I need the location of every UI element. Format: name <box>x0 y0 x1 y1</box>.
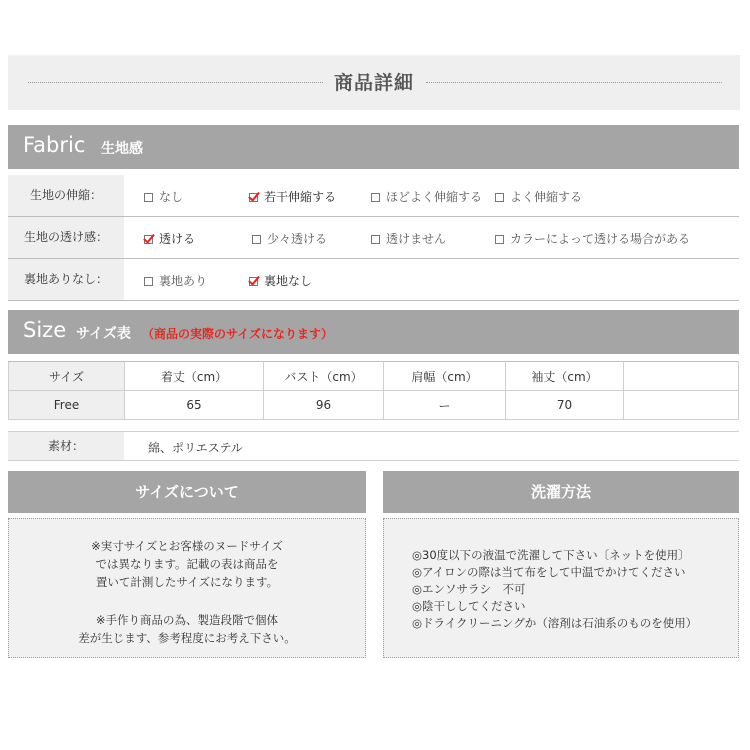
checkbox-icon <box>495 193 504 202</box>
option-unlined: 裏地なし <box>249 272 312 289</box>
option-sheer: 透ける <box>144 230 195 247</box>
size-heading-en: Size <box>23 318 67 342</box>
size-col-header: サイズ <box>9 362 125 391</box>
washing-item: ◎ドライクリーニングか（溶剤は石油系のものを使用） <box>412 616 698 630</box>
washing-item: ◎30度以下の液温で洗濯して下さい〔ネットを使用〕 <box>412 548 690 562</box>
fabric-row-label: 生地の透け感： <box>8 217 124 258</box>
page-title-band <box>8 55 740 110</box>
washing-item: ◎陰干ししてください <box>412 599 526 613</box>
option-slight-stretch: 若干伸縮する <box>249 188 336 205</box>
option-slightly-sheer: 少々透ける <box>252 230 327 247</box>
option-none: なし <box>144 188 183 205</box>
size-section-header <box>8 310 739 354</box>
size-col-header: 着丈（cm） <box>125 362 264 391</box>
material-row <box>8 431 739 461</box>
washing-box <box>383 518 739 658</box>
fabric-row-lining <box>8 259 739 301</box>
washing-item: ◎エンソサラシ 不可 <box>412 582 526 596</box>
about-size-note-1: ※実寸サイズとお客様のヌードサイズ では異なります。記載の表は商品を 置いて計測したサイズになります。 <box>91 539 283 589</box>
material-label: 素材： <box>8 432 124 460</box>
size-table-row <box>9 391 739 420</box>
fabric-heading-ja: 生地感 <box>101 141 143 157</box>
size-col-header <box>624 362 739 391</box>
option-sheer-by-color: カラーによって透ける場合がある <box>495 230 690 247</box>
option-not-sheer: 透けません <box>371 230 446 247</box>
checkbox-icon <box>371 235 380 244</box>
about-size-note-2: ※手作り商品の為、製造段階で個体 差が生じます、参考程度にお考え下さい。 <box>78 613 296 645</box>
option-good-stretch: よく伸縮する <box>495 188 582 205</box>
title-divider-right <box>426 82 722 83</box>
size-col-header: 袖丈（cm） <box>506 362 624 391</box>
checkbox-checked-icon <box>144 235 153 244</box>
fabric-section-header <box>8 125 739 169</box>
size-cell <box>624 391 739 420</box>
size-table <box>8 361 739 420</box>
fabric-heading-en: Fabric <box>23 133 86 157</box>
washing-list <box>412 547 697 632</box>
fabric-row-label: 生地の伸縮： <box>8 175 124 216</box>
option-lined: 裏地あり <box>144 272 207 289</box>
fabric-row-label: 裏地ありなし： <box>8 259 124 300</box>
washing-item: ◎アイロンの際は当て布をして中温でかけてください <box>412 565 686 579</box>
size-cell: 70 <box>506 391 624 420</box>
material-value: 綿、ポリエステル <box>148 441 243 455</box>
about-size-header: サイズについて <box>8 471 366 513</box>
option-moderate-stretch: ほどよく伸縮する <box>371 188 482 205</box>
fabric-row-sheerness <box>8 217 739 259</box>
fabric-row-stretch <box>8 175 739 217</box>
size-cell: 65 <box>125 391 264 420</box>
checkbox-checked-icon <box>249 277 258 286</box>
size-cell: Free <box>9 391 125 420</box>
size-col-header: バスト（cm） <box>264 362 384 391</box>
checkbox-checked-icon <box>249 193 258 202</box>
washing-header: 洗濯方法 <box>383 471 739 513</box>
checkbox-icon <box>252 235 261 244</box>
size-cell: ー <box>384 391 506 420</box>
checkbox-icon <box>144 277 153 286</box>
size-cell: 96 <box>264 391 384 420</box>
checkbox-icon <box>495 235 504 244</box>
size-table-header-row <box>9 362 739 391</box>
size-col-header: 肩幅（cm） <box>384 362 506 391</box>
checkbox-icon <box>371 193 380 202</box>
size-heading-ja: サイズ表 <box>76 326 131 342</box>
about-size-box <box>8 518 366 658</box>
size-heading-note: （商品の実際のサイズになります） <box>142 327 334 341</box>
page-title: 商品詳細 <box>333 72 414 94</box>
checkbox-icon <box>144 193 153 202</box>
